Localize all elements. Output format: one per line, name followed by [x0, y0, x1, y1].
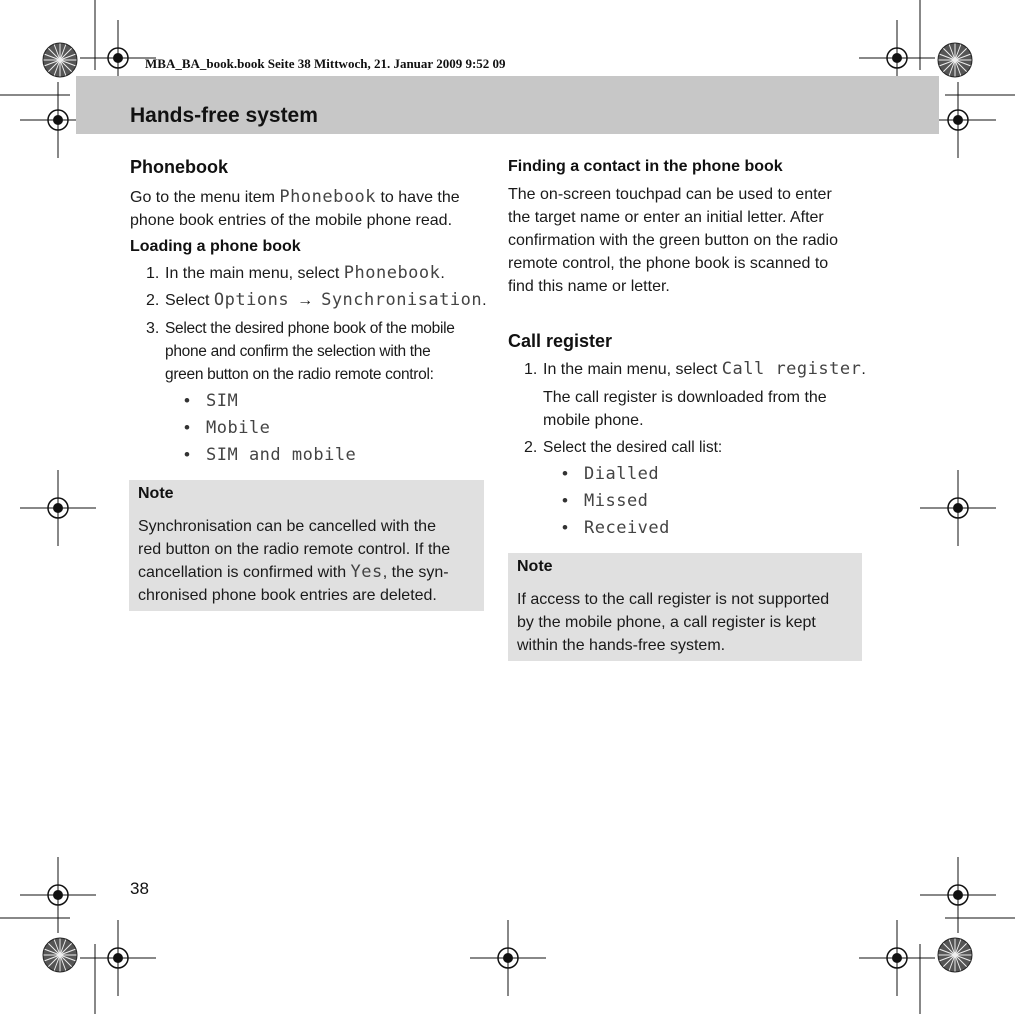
loading-step-3 — [146, 317, 491, 387]
intro-text: Go to the menu item — [130, 189, 280, 206]
step-text: In the main menu, select — [543, 361, 722, 378]
bullet-icon: • — [562, 491, 568, 510]
option-mobile: Mobile — [206, 418, 271, 438]
step-text: Select — [165, 292, 214, 309]
bullet-icon: • — [184, 445, 190, 464]
bullet-icon: • — [184, 391, 190, 410]
list-item — [562, 517, 670, 539]
menu-item-options: Options — [213, 290, 290, 310]
loading-step-2 — [146, 289, 491, 313]
page-title: Hands-free system — [130, 104, 318, 127]
note-title: Note — [138, 485, 174, 502]
finding-heading: Finding a contact in the phone book — [508, 158, 783, 175]
step-number: 2. — [146, 292, 160, 309]
result-line: mobile phone. — [543, 412, 644, 429]
note-box-sync — [129, 480, 484, 611]
step-text: In the main menu, select — [165, 265, 344, 282]
list-item — [562, 490, 648, 512]
step-number: 3. — [146, 320, 160, 337]
option-sim-and-mobile: SIM and mobile — [206, 445, 357, 465]
note-body — [517, 588, 862, 657]
body-line: remote control, the phone book is scanned to — [508, 255, 829, 272]
body-line: confirmation with the green button on the radio — [508, 232, 838, 249]
loading-heading: Loading a phone book — [130, 238, 301, 255]
step-text-post: . — [440, 265, 445, 282]
result-line: The call register is downloaded from the — [543, 389, 827, 406]
note-line: by the mobile phone, a call register is kept — [517, 614, 816, 631]
list-missed: Missed — [584, 491, 649, 511]
note-line: cancellation is confirmed with — [138, 564, 351, 581]
intro-text-line2: phone book entries of the mobile phone read. — [130, 212, 453, 229]
bullet-icon: • — [562, 518, 568, 537]
body-line: the target name or enter an initial letter. After — [508, 209, 824, 226]
step-number: 1. — [524, 361, 538, 378]
step-text-post: . — [482, 292, 487, 309]
list-item — [562, 463, 659, 485]
page-number: 38 — [130, 879, 149, 898]
body-line: The on-screen touchpad can be used to enter — [508, 186, 832, 203]
note-line: Synchronisation can be cancelled with the — [138, 518, 436, 535]
finding-body — [508, 183, 868, 298]
step-text-post: . — [861, 361, 866, 378]
bullet-icon: • — [562, 464, 568, 483]
call-step-2 — [524, 436, 869, 460]
bullet-icon: • — [184, 418, 190, 437]
menu-item-yes: Yes — [350, 562, 383, 582]
note-title: Note — [517, 558, 553, 575]
step-text-line: green button on the radio remote control: — [165, 366, 434, 383]
note-line-post: , the syn- — [382, 564, 449, 581]
menu-item-synchronisation: Synchronisation — [321, 290, 483, 310]
menu-item-phonebook: Phonebook — [279, 187, 377, 207]
step-number: 2. — [524, 439, 538, 456]
note-body — [138, 515, 483, 607]
note-box-call-register — [508, 553, 862, 661]
list-received: Received — [584, 518, 670, 538]
intro-text-post: to have the — [376, 189, 460, 206]
phonebook-heading: Phonebook — [130, 157, 228, 177]
list-dialled: Dialled — [584, 464, 660, 484]
arrow-icon: → — [297, 292, 314, 309]
file-header: MBA_BA_book.book Seite 38 Mittwoch, 21. Januar 2009 9:52 09 — [145, 56, 506, 71]
note-line: within the hands-free system. — [517, 637, 726, 654]
list-item — [184, 390, 238, 412]
option-sim: SIM — [206, 391, 239, 411]
step-text-line: Select the desired phone book of the mobile — [165, 320, 455, 337]
step-number: 1. — [146, 265, 160, 282]
note-line: red button on the radio remote control. If the — [138, 541, 451, 558]
list-item — [184, 417, 270, 439]
menu-item-phonebook: Phonebook — [343, 263, 441, 283]
step-text-line: phone and confirm the selection with the — [165, 343, 431, 360]
note-line: If access to the call register is not supported — [517, 591, 830, 608]
call-step-1 — [524, 358, 869, 382]
phonebook-intro — [130, 186, 490, 232]
note-line: chronised phone book entries are deleted. — [138, 587, 437, 604]
step-text: Select the desired call list: — [543, 439, 723, 456]
call-step-1-result — [543, 386, 873, 432]
body-line: find this name or letter. — [508, 278, 670, 295]
call-register-heading: Call register — [508, 331, 613, 351]
list-item — [184, 444, 356, 466]
loading-step-1 — [146, 262, 491, 286]
menu-item-call-register: Call register — [721, 359, 862, 379]
